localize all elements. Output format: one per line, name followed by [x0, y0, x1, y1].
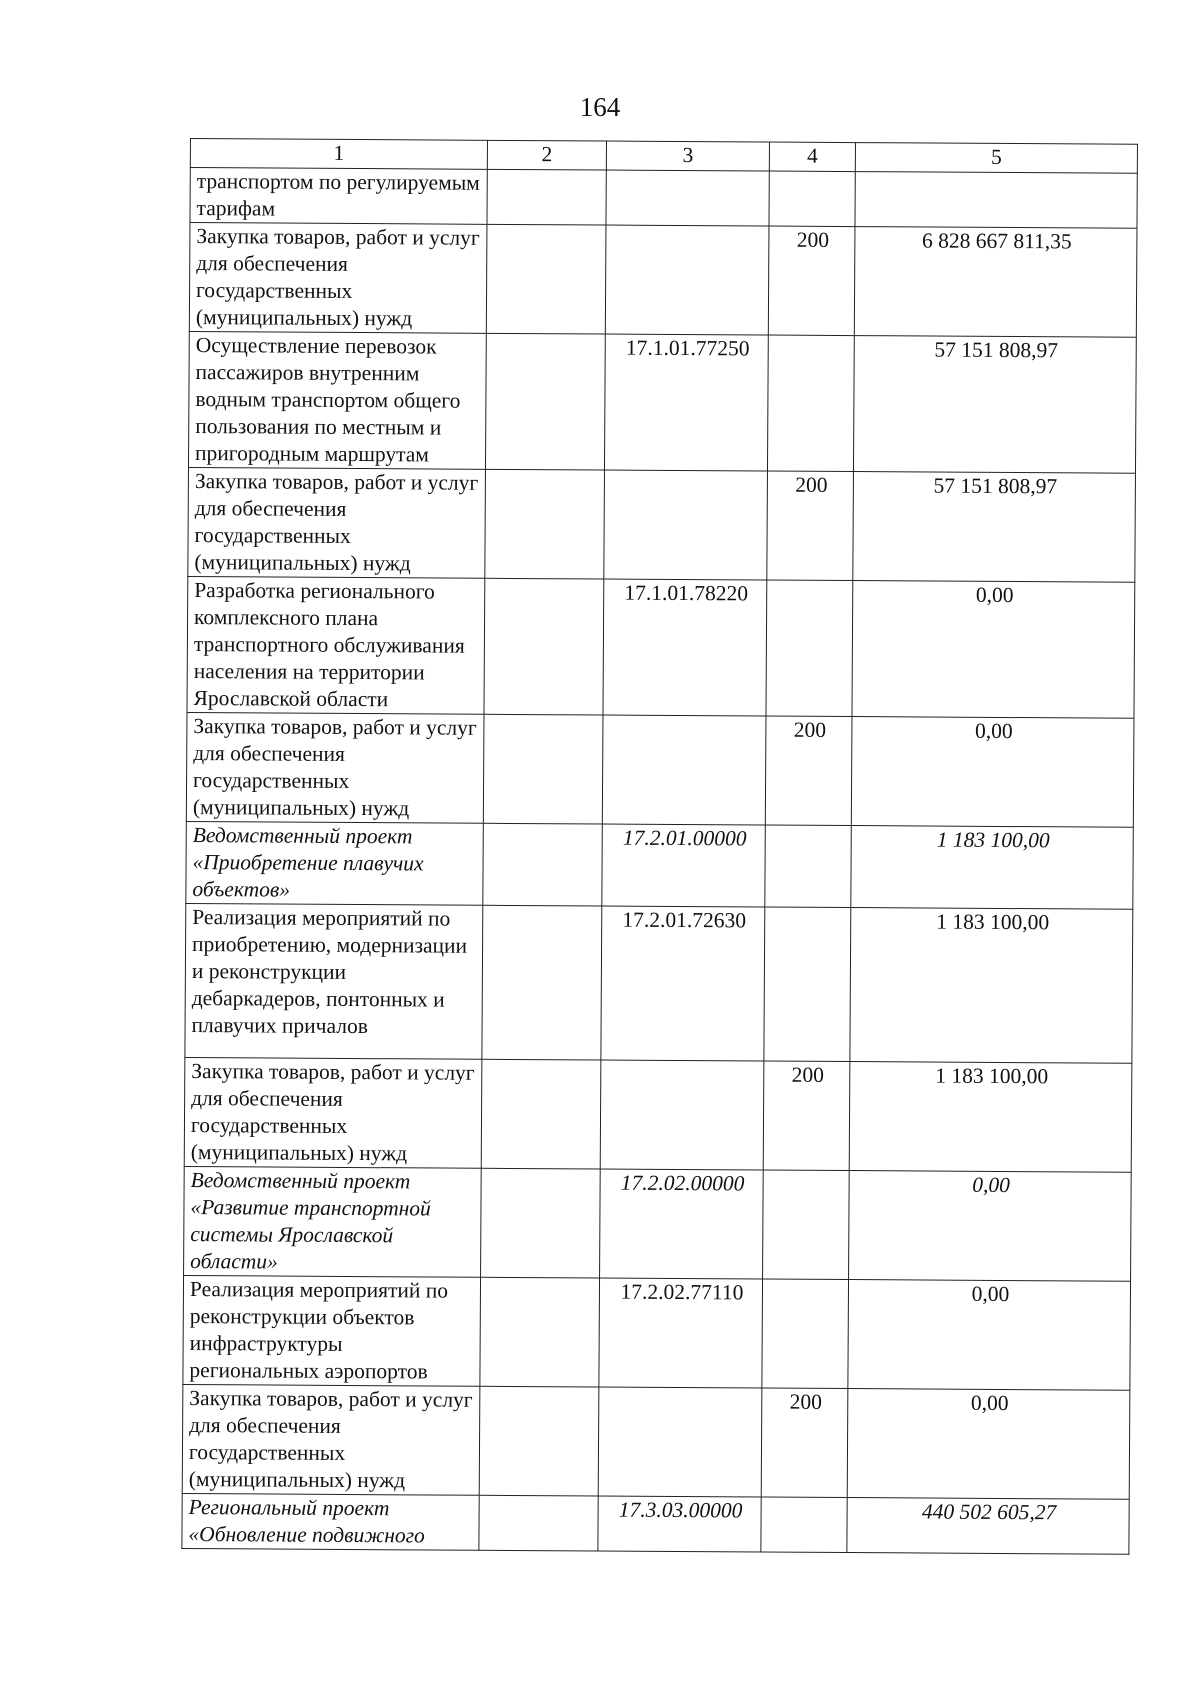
row-type-cell — [767, 335, 854, 472]
row-code-cell: 17.2.01.72630 — [601, 906, 765, 1061]
row-code-cell: 17.2.02.00000 — [600, 1169, 764, 1279]
row-amount-cell: 6 828 667 811,35 — [854, 227, 1137, 338]
row-col2-cell — [481, 1059, 601, 1169]
row-code-cell — [598, 1387, 762, 1497]
row-name-cell: Закупка товаров, работ и услуг для обеспечения государственных (муниципальных) нужд — [188, 467, 486, 578]
row-name-cell: Реализация мероприятий по реконструкции объектов инфраструктуры региональных аэропортов — [183, 1275, 481, 1386]
row-type-cell — [765, 825, 851, 908]
row-type-cell — [763, 1170, 850, 1280]
row-col2-cell — [483, 823, 602, 906]
row-code-cell: 17.1.01.78220 — [603, 579, 767, 716]
row-col2-cell — [486, 224, 606, 334]
row-code-cell: 17.2.02.77110 — [599, 1278, 763, 1388]
row-amount-cell: 1 183 100,00 — [851, 826, 1133, 910]
row-amount-cell: 0,00 — [847, 1389, 1130, 1500]
row-name-cell: Закупка товаров, работ и услуг для обеспечения государственных (муниципальных) нужд — [184, 1057, 482, 1168]
row-col2-cell — [484, 578, 604, 715]
row-amount-cell: 0,00 — [848, 1280, 1131, 1391]
row-col2-cell — [481, 1168, 601, 1278]
row-name-cell: Региональный проект «Обновление подвижного — [182, 1493, 479, 1550]
table-row — [183, 1275, 1131, 1390]
row-name-cell: Закупка товаров, работ и услуг для обеспечения государственных (муниципальных) нужд — [182, 1384, 480, 1495]
row-col2-cell — [483, 714, 603, 824]
row-type-cell: 200 — [765, 716, 852, 826]
row-code-cell: 17.3.03.00000 — [598, 1496, 761, 1552]
page-number: 164 — [579, 92, 621, 122]
row-col2-cell — [485, 333, 605, 470]
row-type-cell — [761, 1497, 847, 1553]
row-col2-cell — [479, 1386, 599, 1496]
row-name-cell: Ведомственный проект «Развитие транспортной системы Ярославской области» — [184, 1166, 482, 1277]
table-body — [182, 168, 1137, 1555]
row-type-cell — [764, 907, 851, 1062]
table-row — [182, 1493, 1129, 1554]
table-row — [182, 1384, 1130, 1499]
row-type-cell: 200 — [763, 1061, 850, 1171]
row-col2-cell — [480, 1277, 600, 1387]
row-name-cell: Разработка регионального комплексного плана транспортного обслуживания населения на территории Ярославской области — [187, 576, 485, 714]
header-col-4: 4 — [769, 142, 855, 172]
row-amount-cell — [855, 172, 1137, 229]
row-code-cell — [602, 715, 766, 825]
row-name-cell: Закупка товаров, работ и услуг для обеспечения государственных (муниципальных) нужд — [189, 223, 487, 334]
row-code-cell: 17.2.01.00000 — [602, 824, 765, 907]
row-amount-cell: 57 151 808,97 — [853, 472, 1136, 583]
row-code-cell: 17.1.01.77250 — [604, 334, 768, 471]
row-type-cell — [766, 580, 853, 717]
row-name-cell: Осуществление перевозок пассажиров внутренним водным транспортом общего пользования по местным и пригородным маршрутам — [188, 331, 486, 469]
row-col2-cell — [479, 1495, 598, 1551]
row-amount-cell: 0,00 — [851, 717, 1134, 828]
row-code-cell — [606, 170, 769, 226]
table-row — [190, 168, 1137, 229]
table-row — [184, 1166, 1132, 1281]
row-type-cell: 200 — [761, 1388, 848, 1498]
header-col-3: 3 — [606, 141, 769, 171]
row-name-cell: транспортом по регулируемым тарифам — [190, 168, 487, 225]
row-amount-cell: 0,00 — [849, 1171, 1132, 1282]
table-row — [184, 1057, 1132, 1172]
row-code-cell — [604, 470, 768, 580]
row-name-cell: Закупка товаров, работ и услуг для обеспечения государственных (муниципальных) нужд — [186, 712, 484, 823]
row-amount-cell: 57 151 808,97 — [853, 336, 1136, 474]
row-col2-cell — [485, 469, 605, 579]
row-amount-cell: 1 183 100,00 — [850, 908, 1133, 1064]
row-amount-cell: 440 502 605,27 — [847, 1498, 1129, 1555]
row-code-cell — [605, 225, 769, 335]
header-col-5: 5 — [855, 143, 1137, 174]
table-row — [186, 712, 1134, 827]
row-type-cell: 200 — [767, 471, 854, 581]
header-col-2: 2 — [487, 140, 606, 170]
header-col-1: 1 — [190, 139, 487, 170]
row-col2-cell — [487, 169, 606, 225]
table-row — [186, 821, 1133, 909]
table-row — [187, 576, 1135, 718]
row-type-cell: 200 — [768, 226, 855, 336]
table-row — [188, 467, 1136, 582]
table-row — [185, 903, 1133, 1063]
row-name-cell: Ведомственный проект «Приобретение плавучих объектов» — [186, 821, 483, 905]
table-row — [189, 223, 1137, 338]
row-type-cell — [769, 171, 855, 227]
budget-table — [181, 138, 1138, 1555]
row-amount-cell: 1 183 100,00 — [849, 1062, 1132, 1173]
row-col2-cell — [482, 905, 602, 1060]
row-name-cell: Реализация мероприятий по приобретению, модернизации и реконструкции дебаркадеров, понтонных и плавучих причалов — [185, 903, 483, 1059]
table-row — [188, 331, 1136, 473]
row-type-cell — [762, 1279, 849, 1389]
row-amount-cell: 0,00 — [852, 581, 1135, 719]
row-code-cell — [600, 1060, 764, 1170]
